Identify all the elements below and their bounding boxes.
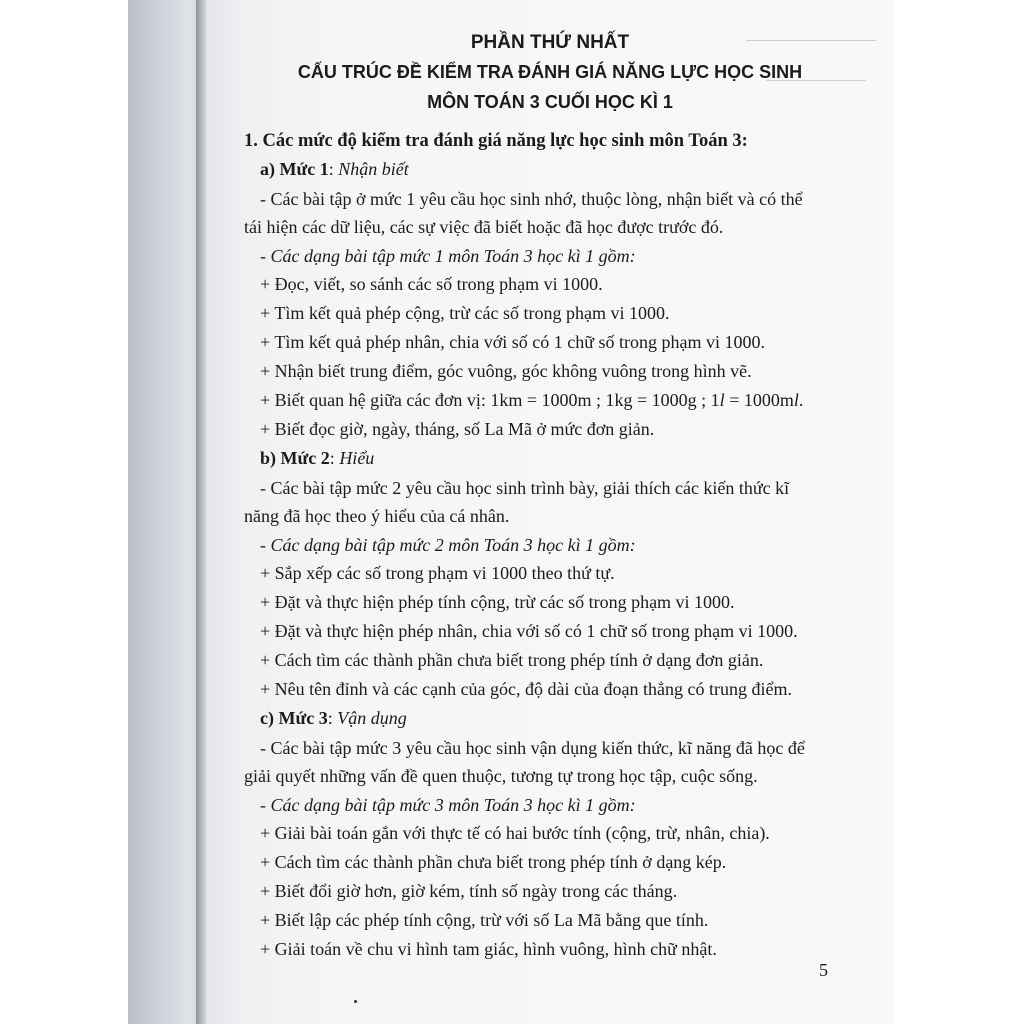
level-name: Nhận biết	[338, 159, 409, 179]
page-content	[206, 0, 894, 1024]
list-item: + Biết đọc giờ, ngày, tháng, số La Mã ở mức đơn giản.	[260, 419, 655, 439]
level-separator: :	[328, 159, 339, 179]
list-item: + Cách tìm các thành phần chưa biết trong phép tính ở dạng kép.	[260, 852, 727, 872]
paragraph-line: - Các bài tập mức 2 yêu cầu học sinh trình bày, giải thích các kiến thức kĩ	[260, 478, 790, 498]
list-item: + Đặt và thực hiện phép nhân, chia với số có 1 chữ số trong phạm vi 1000.	[260, 621, 798, 641]
list-item: + Đặt và thực hiện phép tính cộng, trừ các số trong phạm vi 1000.	[260, 592, 735, 612]
list-item: + Giải toán về chu vi hình tam giác, hình vuông, hình chữ nhật.	[260, 939, 717, 959]
part-heading: PHẦN THỨ NHẤT	[470, 32, 630, 53]
list-intro: - Các dạng bài tập mức 1 môn Toán 3 học kì 1 gồm:	[260, 246, 636, 266]
unit-millilitre: l	[793, 390, 799, 410]
level-separator: :	[327, 708, 338, 728]
units-text: .	[798, 390, 804, 410]
document-title-line-1: CẤU TRÚC ĐỀ KIỂM TRA ĐÁNH GIÁ NĂNG LỰC HỌC SINH	[297, 62, 803, 82]
book-page	[206, 0, 894, 1024]
level-separator: :	[329, 448, 340, 468]
list-item: + Tìm kết quả phép cộng, trừ các số trong phạm vi 1000.	[260, 303, 670, 323]
page-number: 5	[819, 960, 828, 980]
paragraph-line: giải quyết những vấn đề quen thuộc, tương tự trong học tập, cuộc sống.	[244, 766, 758, 786]
list-item: + Biết đổi giờ hơn, giờ kém, tính số ngày trong các tháng.	[260, 881, 678, 901]
level-label: c) Mức 3	[260, 708, 328, 728]
paragraph-line: - Các bài tập ở mức 1 yêu cầu học sinh nhớ, thuộc lòng, nhận biết và có thể	[260, 189, 803, 209]
paragraph-line: tái hiện các dữ liệu, các sự việc đã biết hoặc đã học được trước đó.	[244, 217, 724, 237]
section-heading: 1. Các mức độ kiểm tra đánh giá năng lực học sinh môn Toán 3:	[244, 131, 748, 151]
speck	[354, 1000, 357, 1003]
paragraph-line: - Các bài tập mức 3 yêu cầu học sinh vận dụng kiến thức, kĩ năng đã học để	[260, 738, 805, 758]
list-item: + Đọc, viết, so sánh các số trong phạm vi 1000.	[260, 274, 603, 294]
list-item: + Sắp xếp các số trong phạm vi 1000 theo thứ tự.	[260, 563, 615, 583]
paragraph-line: năng đã học theo ý hiểu của cá nhân.	[244, 506, 510, 526]
level-name: Vận dụng	[337, 708, 407, 728]
level-2-heading	[260, 447, 374, 469]
level-3-heading	[260, 707, 407, 729]
background	[892, 0, 1024, 1024]
level-1-heading	[260, 158, 409, 180]
list-item: + Nêu tên đỉnh và các cạnh của góc, độ dài của đoạn thẳng có trung điểm.	[260, 679, 792, 699]
list-item: + Biết lập các phép tính cộng, trừ với số La Mã bằng que tính.	[260, 910, 709, 930]
list-item: + Tìm kết quả phép nhân, chia với số có 1 chữ số trong phạm vi 1000.	[260, 332, 766, 352]
list-item: + Nhận biết trung điểm, góc vuông, góc không vuông trong hình vẽ.	[260, 361, 752, 381]
unit-litre: l	[719, 390, 725, 410]
units-text: = 1000m	[724, 390, 794, 410]
units-text: + Biết quan hệ giữa các đơn vị: 1km = 1000m ; 1kg = 1000g ; 1	[260, 390, 720, 410]
list-intro: - Các dạng bài tập mức 2 môn Toán 3 học kì 1 gồm:	[260, 535, 636, 555]
level-name: Hiểu	[339, 448, 375, 468]
list-item: + Giải bài toán gắn với thực tế có hai bước tính (cộng, trừ, nhân, chia).	[260, 823, 770, 843]
list-item: + Cách tìm các thành phần chưa biết trong phép tính ở dạng đơn giản.	[260, 650, 764, 670]
document-title-line-2: MÔN TOÁN 3 CUỐI HỌC KÌ 1	[427, 92, 673, 112]
adjacent-page	[128, 0, 206, 1024]
list-item	[260, 389, 803, 411]
level-label: a) Mức 1	[260, 159, 329, 179]
level-label: b) Mức 2	[260, 448, 330, 468]
list-intro: - Các dạng bài tập mức 3 môn Toán 3 học kì 1 gồm:	[260, 795, 636, 815]
